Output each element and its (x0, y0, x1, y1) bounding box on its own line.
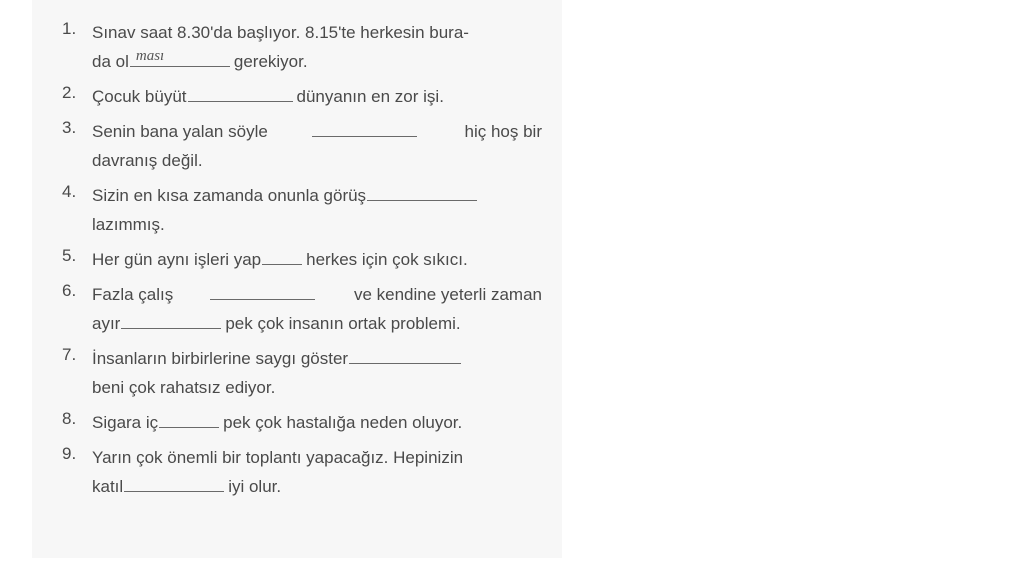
answer-blank[interactable] (367, 182, 477, 201)
item-line (92, 369, 542, 398)
exercise-item-7 (62, 340, 542, 398)
item-text: gerekiyor. (233, 52, 308, 71)
item-text: lazımmış. (92, 215, 165, 234)
exercise-item-6 (62, 276, 542, 334)
answer-blank[interactable] (130, 48, 230, 67)
item-line (92, 142, 542, 171)
answer-blank[interactable] (121, 310, 221, 329)
item-number: 1. (62, 19, 77, 38)
exercise-item-5 (62, 241, 542, 270)
answer-blank[interactable] (124, 473, 224, 492)
item-text: Sizin en kısa zamanda onunla görüş (92, 186, 367, 205)
item-number: 3. (62, 118, 77, 137)
item-text: ayır (92, 314, 121, 333)
item-text: herkes için çok sıkıcı. (306, 250, 468, 269)
item-line (92, 468, 542, 497)
item-text: Sigara iç (92, 413, 159, 432)
answer-blank[interactable] (262, 246, 302, 265)
answer-blank[interactable] (312, 118, 417, 137)
item-text: İnsanların birbirlerine saygı göster (92, 349, 349, 368)
item-text: dünyanın en zor işi. (296, 87, 444, 106)
item-line (92, 439, 542, 468)
handwritten-answer: ması (135, 48, 165, 64)
item-text: beni çok rahatsız ediyor. (92, 378, 276, 397)
item-line (92, 78, 542, 107)
item-line (92, 241, 542, 270)
item-text: pek çok insanın ortak problemi. (225, 314, 461, 333)
answer-blank[interactable] (159, 409, 219, 428)
exercise-item-1 (62, 14, 542, 72)
item-line (92, 14, 542, 43)
item-number: 5. (62, 246, 77, 265)
answer-blank[interactable] (210, 281, 315, 300)
item-number: 4. (62, 182, 77, 201)
answer-blank[interactable] (349, 345, 461, 364)
exercise-item-9 (62, 439, 542, 497)
item-text: Çocuk büyüt (92, 87, 187, 106)
item-text: davranış değil. (92, 151, 203, 170)
exercise-item-2 (62, 78, 542, 107)
item-text: katıl (92, 477, 124, 496)
item-line (92, 43, 542, 72)
item-text: Fazla çalış (92, 285, 174, 304)
exercise-item-4 (62, 177, 542, 235)
answer-blank[interactable] (188, 83, 293, 102)
item-number: 6. (62, 281, 77, 300)
item-line (92, 340, 542, 369)
item-number: 8. (62, 409, 77, 428)
fill-in-blank-exercise (62, 14, 542, 503)
item-text: iyi olur. (228, 477, 282, 496)
item-line (92, 305, 542, 334)
item-line (92, 177, 542, 206)
item-text: ve kendine yeterli zaman (353, 285, 542, 304)
item-line (92, 113, 542, 142)
item-text: pek çok hastalığa neden oluyor. (223, 413, 463, 432)
exercise-item-3 (62, 113, 542, 171)
item-text: hiç hoş bir (464, 122, 542, 141)
item-line (92, 404, 542, 433)
item-number: 7. (62, 345, 77, 364)
item-text: Senin bana yalan söyle (92, 122, 268, 141)
item-text: Yarın çok önemli bir toplantı yapacağız. Hepinizin (92, 448, 464, 467)
exercise-item-8 (62, 404, 542, 433)
item-number: 9. (62, 444, 77, 463)
item-text: Sınav saat 8.30'da başlıyor. 8.15'te herkesin bura- (92, 23, 469, 42)
item-number: 2. (62, 83, 77, 102)
item-text: da ol (92, 52, 129, 71)
item-line (92, 276, 542, 305)
item-line (92, 206, 542, 235)
item-text: Her gün aynı işleri yap (92, 250, 262, 269)
